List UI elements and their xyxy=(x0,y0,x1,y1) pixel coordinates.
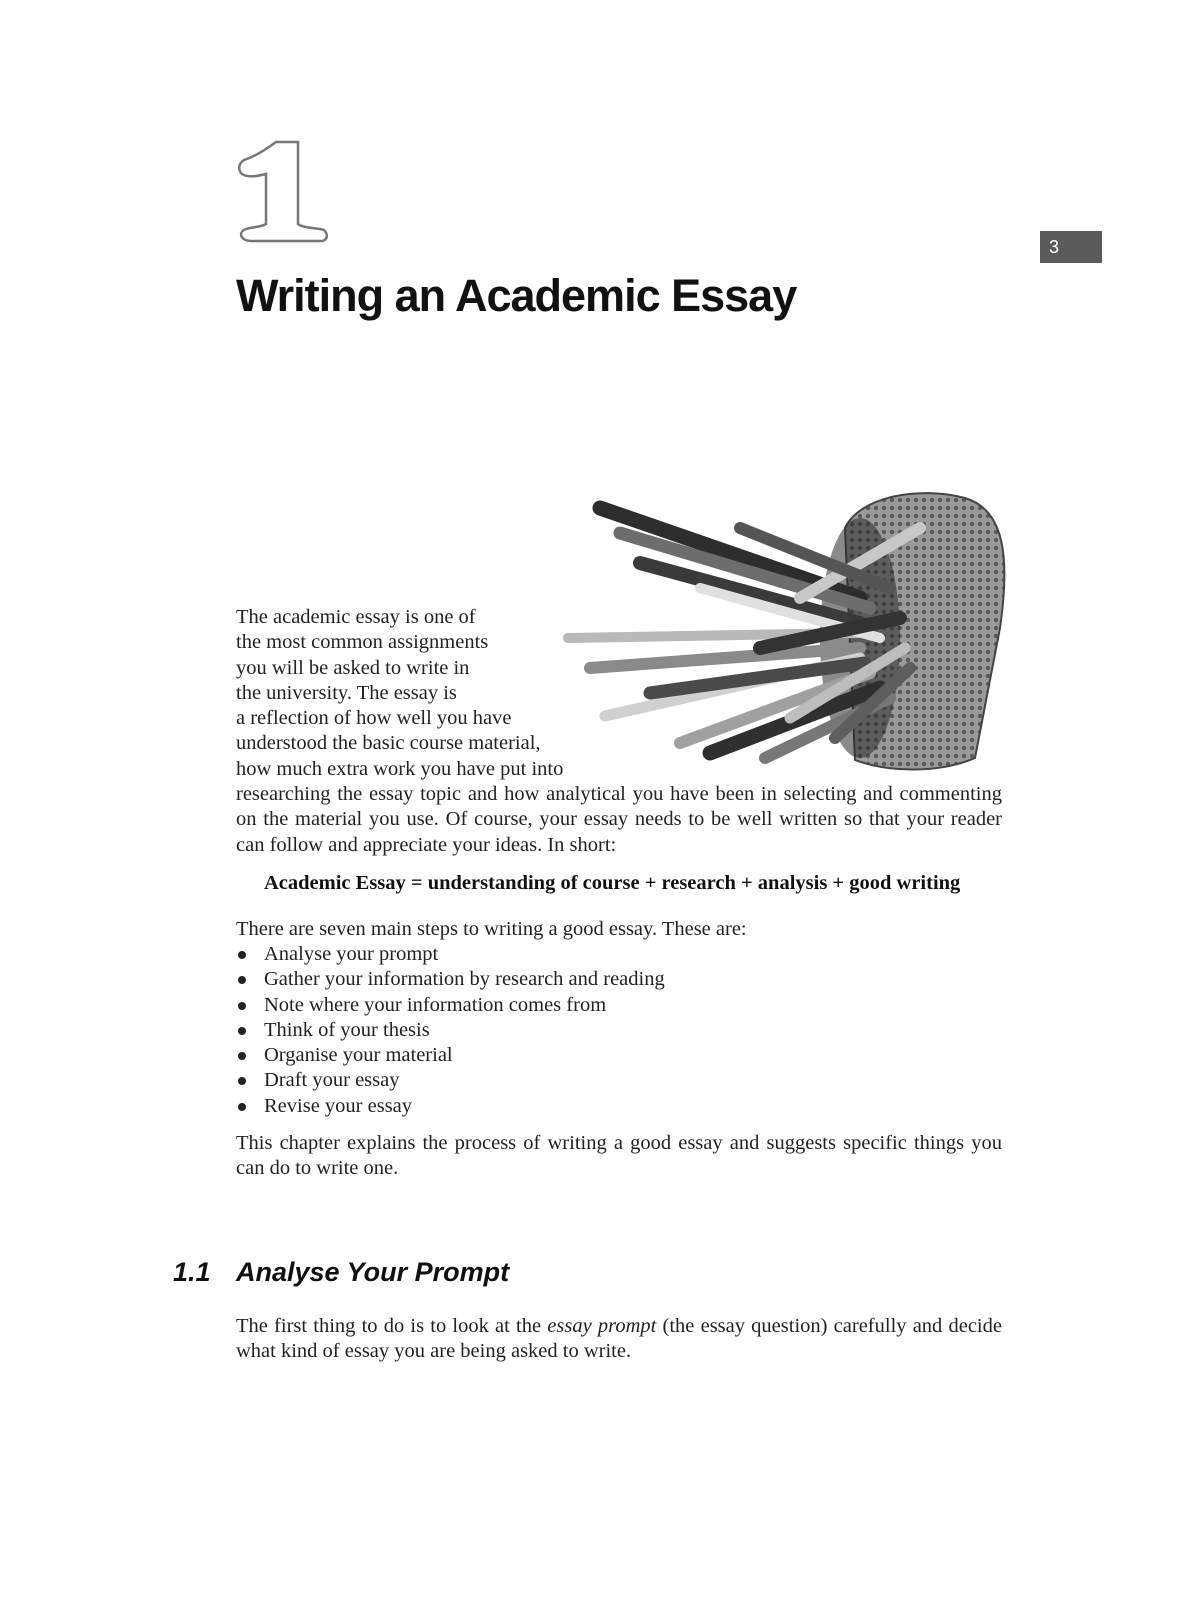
section-paragraph xyxy=(236,1314,1002,1365)
list-item: Organise your material xyxy=(236,1043,665,1068)
intro-line: the most common assignments xyxy=(236,631,489,654)
intro-paragraph-wrapped xyxy=(236,605,576,782)
chapter-number-graphic xyxy=(236,138,331,243)
section-heading xyxy=(173,1257,509,1288)
intro-line: a reflection of how well you have xyxy=(236,707,512,730)
essay-equation: Academic Essay = understanding of course + research + analysis + good writing xyxy=(264,872,961,894)
section-title: Analyse Your Prompt xyxy=(236,1257,510,1287)
steps-intro: There are seven main steps to writing a good essay. These are: xyxy=(236,918,747,940)
section-paragraph-text: The first thing to do is to look at the xyxy=(236,1315,548,1337)
intro-paragraph-continued: researching the essay topic and how analytical you have been in selecting and commenting on the material you use. Of course, your essay needs to be well written so that your reader can follow and appreciate your ideas. In short: xyxy=(236,783,1002,856)
intro-line: the university. The essay is xyxy=(236,681,457,704)
intro-line: understood the basic course material, xyxy=(236,732,541,755)
steps-list xyxy=(236,942,665,1119)
intro-line: The academic essay is one of xyxy=(236,606,476,628)
chapter-title: Writing an Academic Essay xyxy=(236,270,797,321)
list-item: Think of your thesis xyxy=(236,1018,665,1043)
essay-prompt-term: essay prompt xyxy=(547,1315,657,1337)
list-item: Analyse your prompt xyxy=(236,942,665,967)
intro-line: you will be asked to write in xyxy=(236,656,470,679)
closing-paragraph: This chapter explains the process of writing a good essay and suggests specific things you can do to write one. xyxy=(236,1132,1002,1180)
page-number-badge: 3 xyxy=(1040,231,1102,263)
list-item: Draft your essay xyxy=(236,1068,665,1093)
section-paragraph-text: (the essay question) carefully and decide what kind of essay you are being asked to write. xyxy=(236,1315,1002,1363)
intro-line: how much extra work you have put into xyxy=(236,757,564,780)
list-item: Gather your information by research and reading xyxy=(236,967,665,992)
pencil-cup-image xyxy=(560,488,1020,778)
list-item: Note where your information comes from xyxy=(236,993,665,1018)
list-item: Revise your essay xyxy=(236,1094,665,1119)
section-number: 1.1 xyxy=(173,1257,211,1287)
